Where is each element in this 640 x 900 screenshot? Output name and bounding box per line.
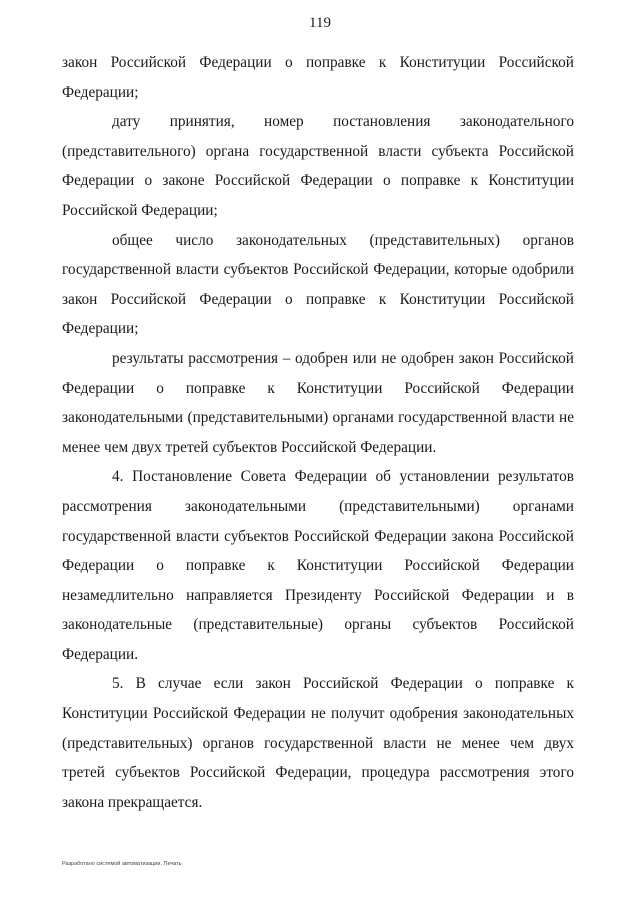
document-body <box>62 48 574 817</box>
page-number: 119 <box>309 15 331 31</box>
footer-note: Разработано системой автоматизации. Печать <box>62 861 182 867</box>
paragraph-review-results: результаты рассмотрения – одобрен или не одобрен закон Российской Федерации о поправке к Конституции Российской Федерации законодательными (представительными) органами государственной власти не менее чем двух третей субъектов Российской Федерации. <box>62 349 574 456</box>
paragraph-law-continuation: закон Российской Федерации о поправке к Конституции Российской Федерации; <box>62 54 574 101</box>
paragraph-adoption-date: дату принятия, номер постановления законодательного (представительного) органа государственной власти субъекта Российской Федерации о законе Российской Федерации о поправке к Конституции Российской Федерации; <box>62 113 574 219</box>
paragraph-total-organs: общее число законодательных (представительных) органов государственной власти субъектов Российской Федерации, которые одобрили закон Российской Федерации о поправке к Конституции Российской Федерации; <box>62 231 574 338</box>
paragraph-item-5: 5. В случае если закон Российской Федерации о поправке к Конституции Российской Федерации не получит одобрения законодательных (представительных) органов государственной власти не менее чем двух третей субъектов Российской Федерации, процедура рассмотрения этого закона прекращается. <box>62 675 574 811</box>
paragraph-item-4: 4. Постановление Совета Федерации об установлении результатов рассмотрения законодательными (представительными) органами государственной власти субъектов Российской Федерации закона Российской Федерации о поправке к Конституции Российской Федерации незамедлительно направляется Президенту Российской Федерации и в законодательные (представительные) органы субъектов Российской Федерации. <box>62 468 574 663</box>
